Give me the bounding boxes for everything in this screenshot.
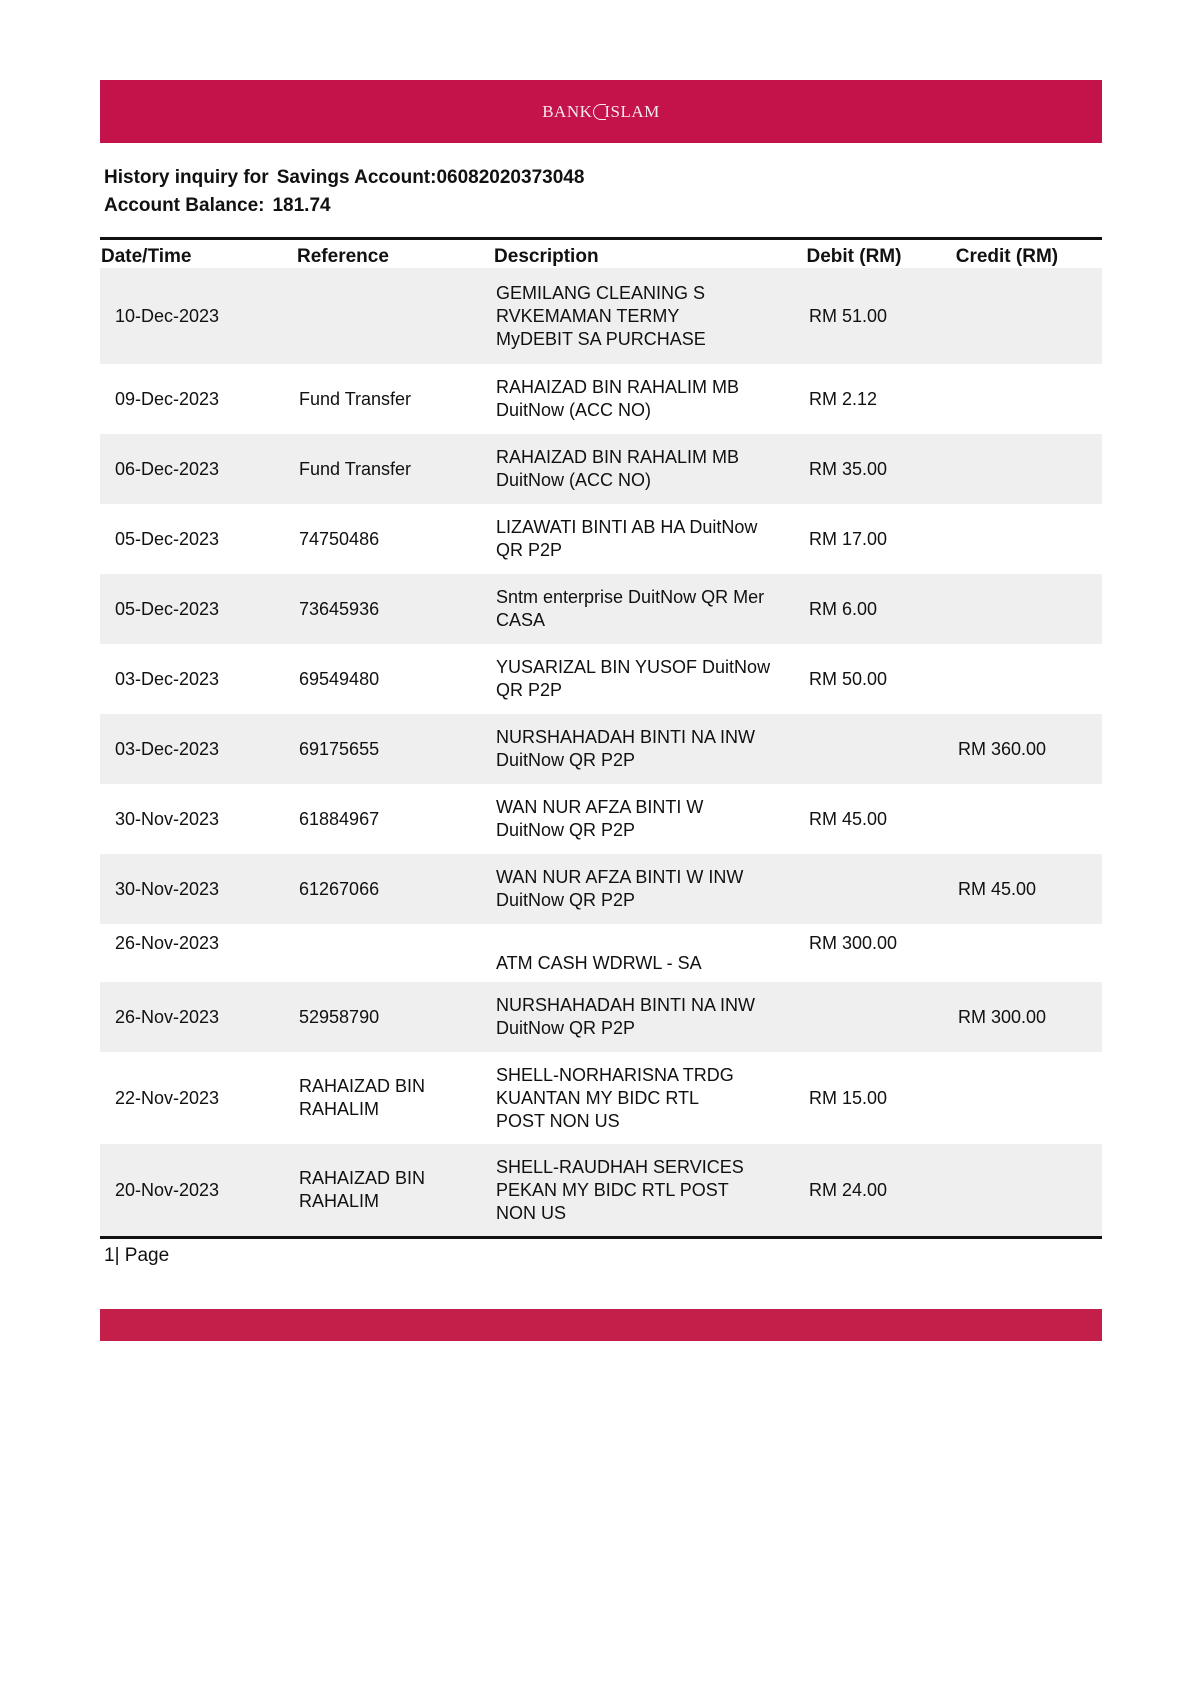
row-description: Sntm enterprise DuitNow QR Mer CASA: [496, 587, 765, 630]
row-debit: RM 6.00: [809, 598, 878, 619]
balance-label: Account Balance:: [104, 195, 265, 216]
footer-banner: [100, 1309, 1102, 1341]
balance-value: 181.74: [272, 195, 331, 216]
row-reference: Fund Transfer: [299, 388, 412, 409]
row-date: 10-Dec-2023: [115, 305, 220, 326]
row-date: 06-Dec-2023: [115, 458, 220, 479]
row-description: ATM CASH WDRWL - SA: [496, 952, 702, 973]
row-description: YUSARIZAL BIN YUSOF DuitNow QR P2P: [496, 657, 771, 700]
row-description: RAHAIZAD BIN RAHALIM MB DuitNow (ACC NO): [496, 447, 740, 490]
header-description: Description: [494, 246, 599, 267]
header-debit: Debit (RM): [806, 246, 902, 267]
row-description: WAN NUR AFZA BINTI W DuitNow QR P2P: [496, 797, 704, 840]
row-description: GEMILANG CLEANING S RVKEMAMAN TERMY MyDEBIT SA PURCHASE: [496, 282, 706, 349]
row-reference: 69549480: [299, 668, 380, 689]
table-row: [100, 574, 1102, 644]
header-date: Date/Time: [101, 246, 192, 267]
row-date: 26-Nov-2023: [115, 1006, 220, 1027]
row-description: LIZAWATI BINTI AB HA DuitNow QR P2P: [496, 517, 758, 560]
inquiry-line: [104, 164, 584, 192]
table-row: [100, 714, 1102, 784]
row-description: SHELL-NORHARISNA TRDG KUANTAN MY BIDC RTL POST NON US: [496, 1064, 734, 1131]
row-description: NURSHAHADAH BINTI NA INW DuitNow QR P2P: [496, 727, 756, 770]
row-reference: 73645936: [299, 598, 380, 619]
table-body: [100, 268, 1102, 1236]
table-row: [100, 268, 1102, 364]
table-bottom-rule: [100, 1236, 1102, 1239]
bank-islam-logo: BANK ISLAM: [542, 101, 660, 121]
row-date: 22-Nov-2023: [115, 1087, 220, 1108]
row-debit: RM 2.12: [809, 388, 878, 409]
row-date: 30-Nov-2023: [115, 878, 220, 899]
table-row: [100, 1144, 1102, 1236]
table-row: [100, 644, 1102, 714]
balance-line: [104, 192, 584, 220]
row-debit: RM 50.00: [809, 668, 888, 689]
table-row: [100, 784, 1102, 854]
row-reference: 61884967: [299, 808, 380, 829]
row-reference: 52958790: [299, 1006, 380, 1027]
row-description: NURSHAHADAH BINTI NA INW DuitNow QR P2P: [496, 995, 756, 1038]
row-description: SHELL-RAUDHAH SERVICES PEKAN MY BIDC RTL POST NON US: [496, 1156, 744, 1223]
row-date: 03-Dec-2023: [115, 668, 220, 689]
table-header: [100, 240, 1102, 268]
header-banner: [100, 80, 1102, 143]
row-date: 09-Dec-2023: [115, 388, 220, 409]
account-type: Savings Account: [276, 167, 431, 188]
table-row: [100, 982, 1102, 1052]
row-description: RAHAIZAD BIN RAHALIM MB DuitNow (ACC NO): [496, 377, 740, 420]
row-credit: RM 360.00: [958, 738, 1047, 759]
row-date: 03-Dec-2023: [115, 738, 220, 759]
row-reference: 74750486: [299, 528, 380, 549]
row-date: 05-Dec-2023: [115, 598, 220, 619]
row-debit: RM 45.00: [809, 808, 888, 829]
table-row: [100, 1052, 1102, 1144]
row-debit: RM 15.00: [809, 1087, 888, 1108]
row-debit: RM 300.00: [809, 933, 898, 953]
row-description: WAN NUR AFZA BINTI W INW DuitNow QR P2P: [496, 867, 744, 910]
row-reference: RAHAIZAD BIN RAHALIM: [299, 1168, 426, 1211]
table-row: [100, 434, 1102, 504]
inquiry-label: History inquiry for: [104, 167, 269, 188]
row-debit: RM 24.00: [809, 1179, 888, 1200]
row-debit: RM 51.00: [809, 305, 888, 326]
table-row: [100, 854, 1102, 924]
row-date: 20-Nov-2023: [115, 1179, 220, 1200]
row-reference: Fund Transfer: [299, 458, 412, 479]
table-row: [100, 504, 1102, 574]
row-credit: RM 45.00: [958, 878, 1037, 899]
row-date: 05-Dec-2023: [115, 528, 220, 549]
table-row: [100, 924, 1102, 982]
row-reference: 69175655: [299, 738, 380, 759]
table-row: [100, 364, 1102, 434]
account-info: [104, 164, 584, 220]
row-debit: RM 17.00: [809, 528, 888, 549]
account-number: :06082020373048: [430, 167, 585, 188]
row-debit: RM 35.00: [809, 458, 888, 479]
transaction-table: [100, 237, 1102, 1273]
header-credit: Credit (RM): [955, 246, 1059, 267]
row-credit: RM 300.00: [958, 1006, 1047, 1027]
header-reference: Reference: [297, 246, 389, 267]
row-date: 26-Nov-2023: [115, 933, 220, 953]
row-reference: 61267066: [299, 878, 380, 899]
row-reference: RAHAIZAD BIN RAHALIM: [299, 1076, 426, 1119]
row-date: 30-Nov-2023: [115, 808, 220, 829]
page-number: 1| Page: [104, 1245, 170, 1266]
